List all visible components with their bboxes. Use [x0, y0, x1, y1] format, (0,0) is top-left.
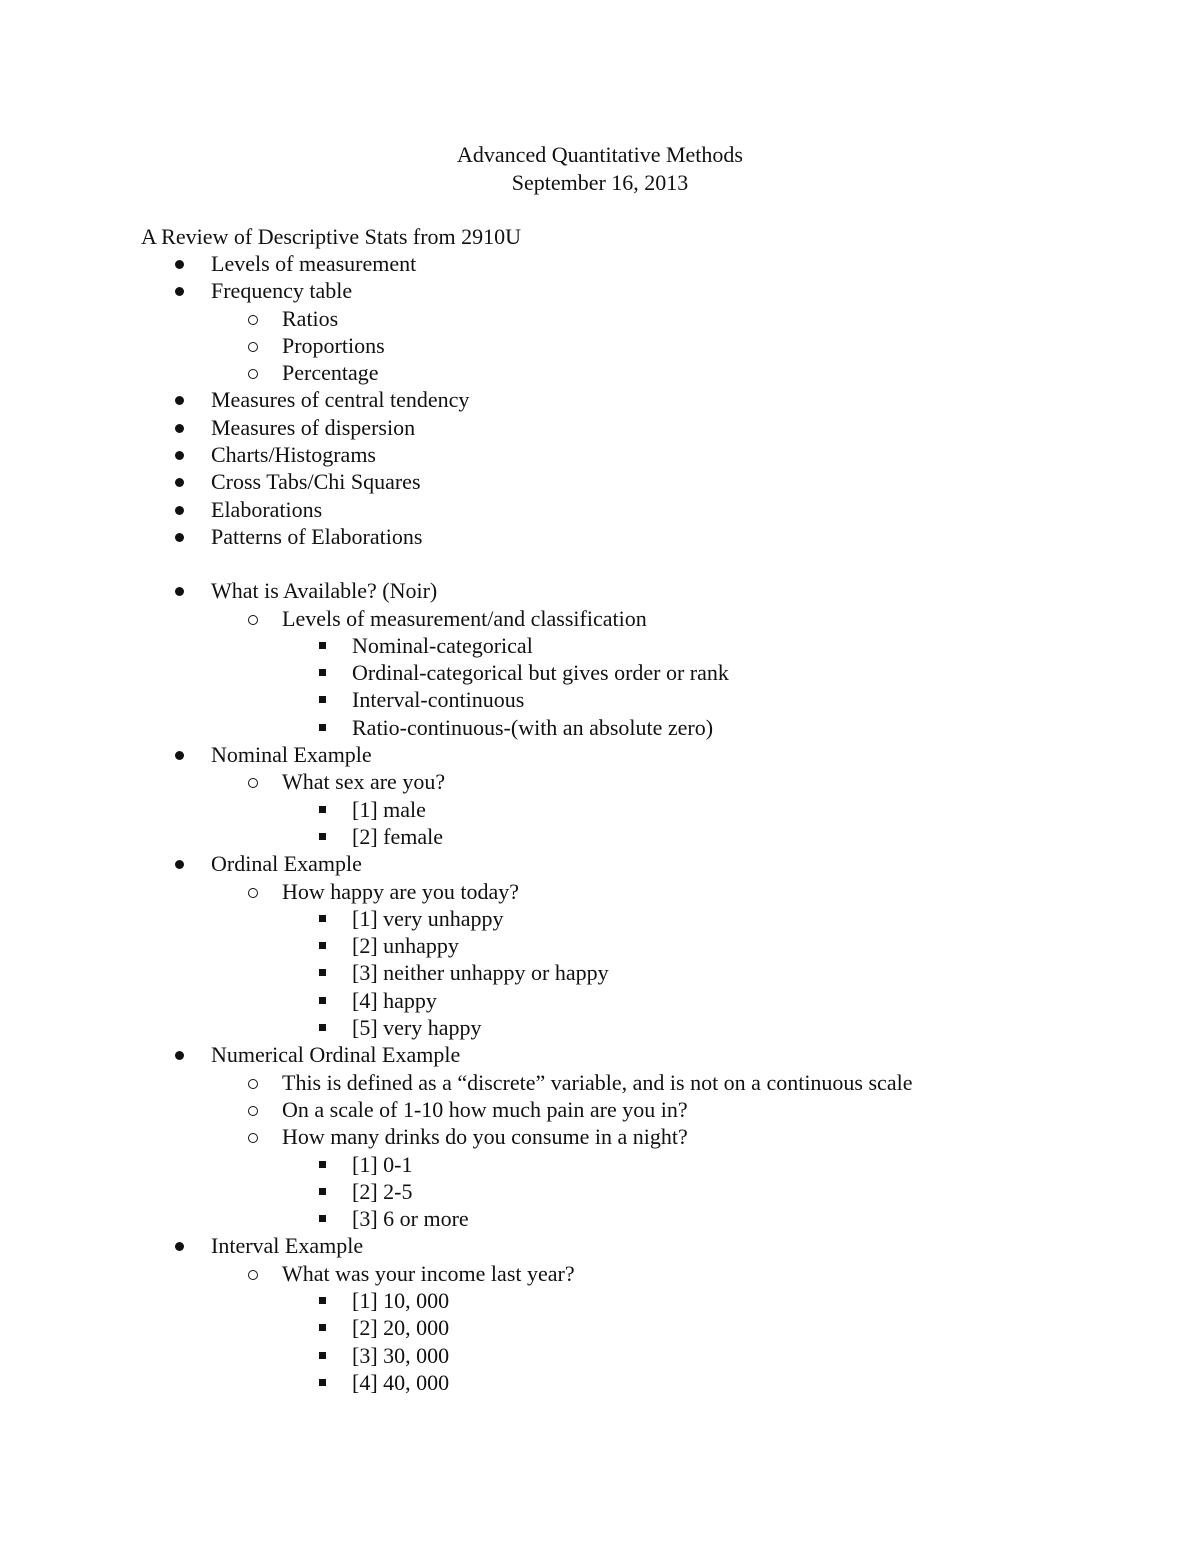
title-block	[0, 141, 1200, 197]
outline-item-text: Frequency table	[211, 278, 353, 304]
outline-item-level-2	[0, 605, 1200, 632]
outline-item-level-3	[0, 1342, 1200, 1369]
outline-item-text: What was your income last year?	[282, 1260, 575, 1286]
bullet-square-icon	[319, 942, 326, 949]
outline-item-text: Numerical Ordinal Example	[211, 1042, 461, 1068]
outline-item-level-3	[0, 686, 1200, 713]
document-title: Advanced Quantitative Methods	[457, 142, 743, 167]
outline-item-text: [1] very unhappy	[352, 905, 504, 931]
bullet-square-icon	[319, 1161, 326, 1168]
bullet-square-icon	[319, 1379, 326, 1386]
outline-item-text: What is Available? (Noir)	[211, 578, 438, 604]
outline-item-level-1	[0, 523, 1200, 550]
outline-item-level-3	[0, 959, 1200, 986]
outline-item-level-3	[0, 796, 1200, 823]
outline-item-text: Ordinal Example	[211, 851, 362, 877]
outline-item-level-3	[0, 1314, 1200, 1341]
outline-item-level-2	[0, 305, 1200, 332]
outline-item-text: [2] unhappy	[352, 933, 459, 959]
outline-item-text: How happy are you today?	[282, 878, 520, 904]
outline-item-text: Proportions	[282, 332, 385, 358]
outline-item-text: Nominal-categorical	[352, 632, 533, 658]
outline-item-text: [1] 0-1	[352, 1151, 413, 1177]
bullet-circle-icon	[248, 1079, 258, 1089]
outline-item-text: Interval-continuous	[352, 687, 525, 713]
bullet-square-icon	[319, 669, 326, 676]
outline-item-text: Patterns of Elaborations	[211, 523, 423, 549]
outline-item-text: Cross Tabs/Chi Squares	[211, 469, 421, 495]
outline-item-text: Measures of central tendency	[211, 387, 470, 413]
outline-item-level-2	[0, 1260, 1200, 1287]
outline-item-text: [2] 20, 000	[352, 1315, 450, 1341]
outline-item-level-1	[0, 277, 1200, 304]
bullet-disc-icon	[175, 287, 184, 296]
outline-item-text: Measures of dispersion	[211, 414, 416, 440]
bullet-circle-icon	[248, 369, 258, 379]
bullet-disc-icon	[175, 751, 184, 760]
bullet-square-icon	[319, 806, 326, 813]
outline-item-text: [4] 40, 000	[352, 1369, 450, 1395]
outline-item-text: Levels of measurement/and classification	[282, 605, 647, 631]
bullet-square-icon	[319, 1024, 326, 1031]
section-heading: A Review of Descriptive Stats from 2910U	[141, 224, 522, 249]
bullet-circle-icon	[248, 1133, 258, 1143]
bullet-circle-icon	[248, 315, 258, 325]
outline-item-text: Charts/Histograms	[211, 442, 376, 468]
bullet-disc-icon	[175, 587, 184, 596]
outline-item-text: [3] 6 or more	[352, 1206, 469, 1232]
bullet-disc-icon	[175, 451, 184, 460]
bullet-square-icon	[319, 1297, 326, 1304]
bullet-disc-icon	[175, 1051, 184, 1060]
outline-item-level-3	[0, 1178, 1200, 1205]
outline-item-text: Elaborations	[211, 496, 323, 522]
outline-item-level-2	[0, 1069, 1200, 1096]
bullet-circle-icon	[248, 1270, 258, 1280]
outline-item-level-1	[0, 386, 1200, 413]
outline-item-level-2	[0, 878, 1200, 905]
outline-item-level-1	[0, 1232, 1200, 1259]
bullet-square-icon	[319, 1324, 326, 1331]
outline-item-level-1	[0, 496, 1200, 523]
outline-list	[0, 250, 1200, 1396]
outline-item-level-3	[0, 1287, 1200, 1314]
outline-item-level-1	[0, 250, 1200, 277]
bullet-disc-icon	[175, 506, 184, 515]
outline-item-level-2	[0, 1096, 1200, 1123]
bullet-disc-icon	[175, 424, 184, 433]
outline-item-text: [5] very happy	[352, 1015, 482, 1041]
bullet-disc-icon	[175, 396, 184, 405]
outline-item-level-1	[0, 741, 1200, 768]
outline-item-text: [2] female	[352, 823, 443, 849]
outline-item-text: Interval Example	[211, 1233, 364, 1259]
outline-item-level-2	[0, 1123, 1200, 1150]
bullet-circle-icon	[248, 1106, 258, 1116]
outline-item-text: What sex are you?	[282, 769, 446, 795]
outline-item-text: Ratio-continuous-(with an absolute zero)	[352, 714, 714, 740]
outline-item-level-3	[0, 905, 1200, 932]
bullet-disc-icon	[175, 478, 184, 487]
bullet-square-icon	[319, 915, 326, 922]
document-date: September 16, 2013	[511, 170, 689, 195]
outline-item-level-1	[0, 850, 1200, 877]
outline-item-level-2	[0, 332, 1200, 359]
outline-item-level-1	[0, 468, 1200, 495]
outline-item-level-1	[0, 577, 1200, 604]
outline-item-level-1	[0, 441, 1200, 468]
outline-item-level-3	[0, 1151, 1200, 1178]
blank-line	[0, 550, 1200, 577]
bullet-square-icon	[319, 642, 326, 649]
bullet-disc-icon	[175, 533, 184, 542]
bullet-circle-icon	[248, 888, 258, 898]
outline-item-level-2	[0, 768, 1200, 795]
outline-item-level-1	[0, 414, 1200, 441]
bullet-square-icon	[319, 997, 326, 1004]
bullet-circle-icon	[248, 778, 258, 788]
outline-item-level-3	[0, 1205, 1200, 1232]
outline-item-text: [3] 30, 000	[352, 1342, 450, 1368]
bullet-square-icon	[319, 1352, 326, 1359]
outline-item-text: [3] neither unhappy or happy	[352, 960, 609, 986]
bullet-square-icon	[319, 1188, 326, 1195]
outline-item-level-2	[0, 359, 1200, 386]
outline-item-text: Ordinal-categorical but gives order or rank	[352, 660, 729, 686]
outline-item-level-3	[0, 1014, 1200, 1041]
outline-item-level-3	[0, 987, 1200, 1014]
outline-item-level-3	[0, 632, 1200, 659]
outline-item-text: [2] 2-5	[352, 1178, 413, 1204]
outline-item-text: [1] 10, 000	[352, 1287, 450, 1313]
bullet-square-icon	[319, 969, 326, 976]
outline-item-level-3	[0, 1369, 1200, 1396]
bullet-circle-icon	[248, 615, 258, 625]
bullet-square-icon	[319, 724, 326, 731]
bullet-square-icon	[319, 696, 326, 703]
outline-item-level-3	[0, 823, 1200, 850]
outline-item-level-1	[0, 1041, 1200, 1068]
outline-item-level-3	[0, 932, 1200, 959]
bullet-disc-icon	[175, 260, 184, 269]
bullet-circle-icon	[248, 342, 258, 352]
outline-item-text: This is defined as a “discrete” variable, and is not on a continuous scale	[282, 1069, 913, 1095]
outline-item-level-3	[0, 659, 1200, 686]
outline-item-text: Percentage	[282, 360, 379, 386]
outline-item-level-3	[0, 714, 1200, 741]
outline-item-text: [1] male	[352, 796, 426, 822]
bullet-square-icon	[319, 833, 326, 840]
outline-item-text: Nominal Example	[211, 742, 372, 768]
outline-item-text: Ratios	[282, 305, 339, 331]
bullet-disc-icon	[175, 1242, 184, 1251]
outline-item-text: On a scale of 1-10 how much pain are you in?	[282, 1096, 688, 1122]
bullet-disc-icon	[175, 860, 184, 869]
outline-item-text: Levels of measurement	[211, 251, 417, 276]
outline-item-text: [4] happy	[352, 987, 437, 1013]
outline-item-text: How many drinks do you consume in a night?	[282, 1124, 688, 1150]
bullet-square-icon	[319, 1215, 326, 1222]
